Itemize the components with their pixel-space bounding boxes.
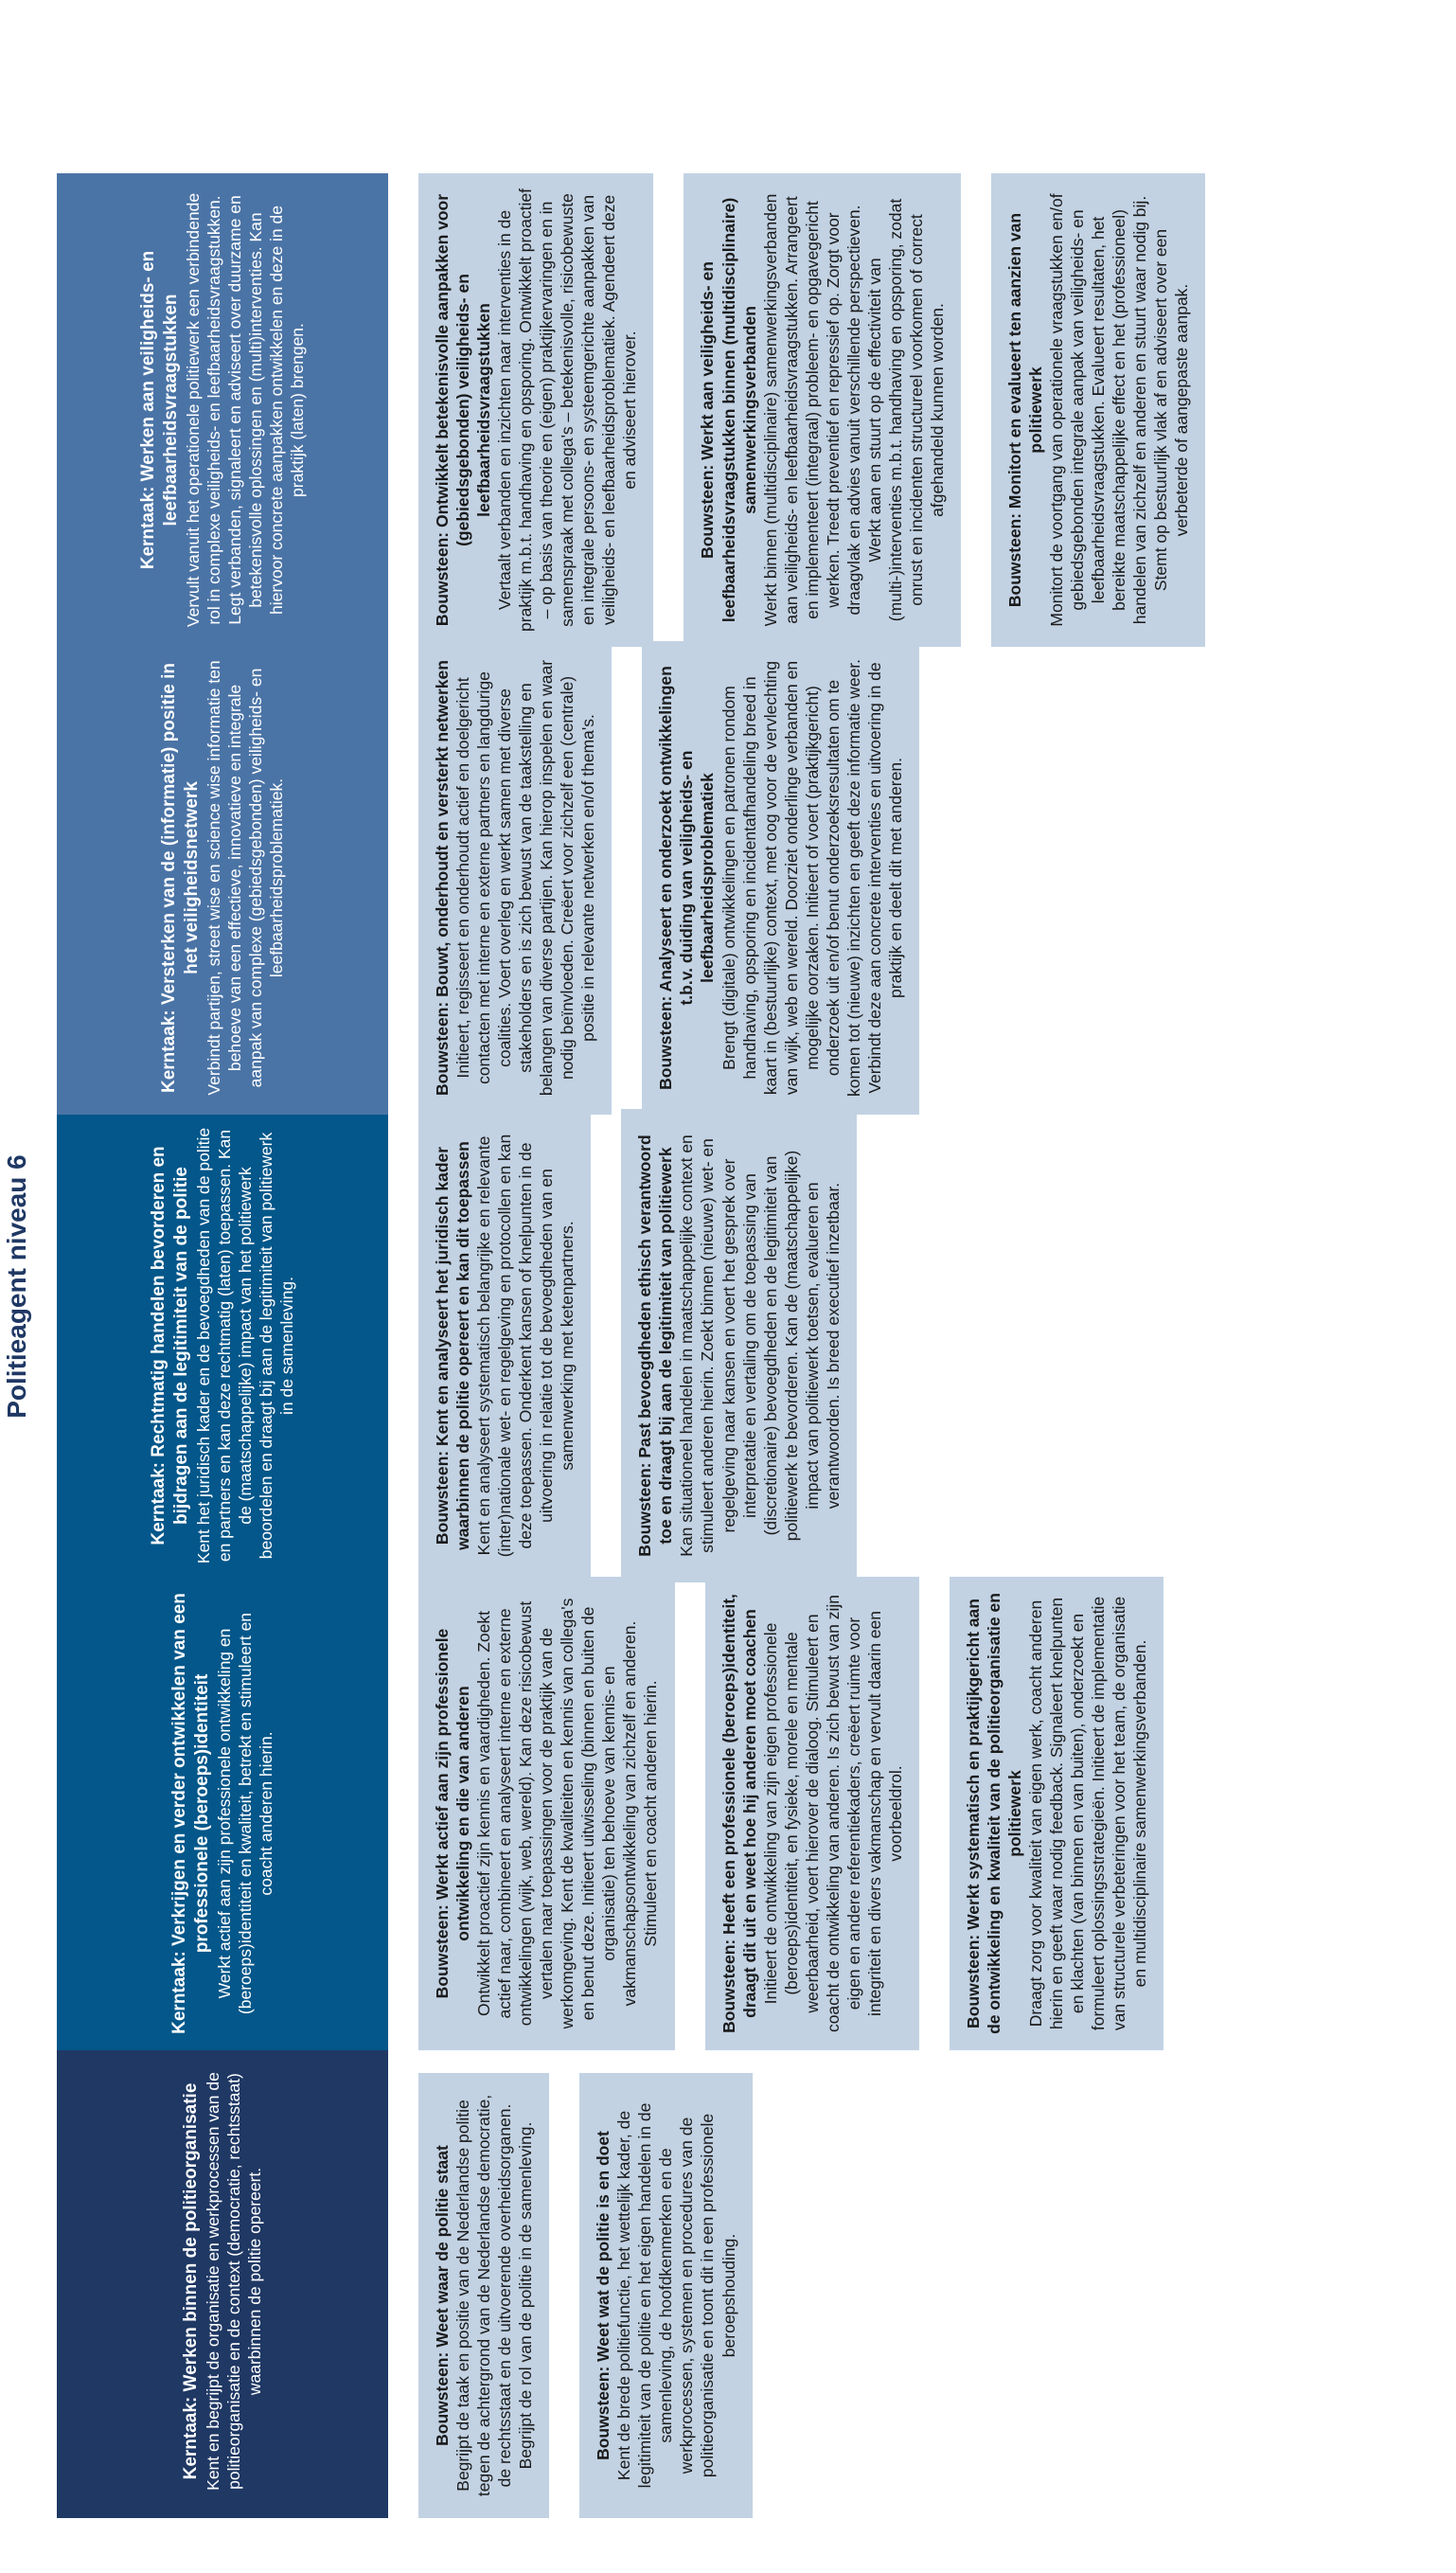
bouwsteen-title: Bouwsteen: Weet wat de politie is en doet: [594, 2131, 613, 2460]
kerntaak-title: Kerntaak: Rechtmatig handelen bevorderen en bijdragen aan de legitimiteit van de politie: [148, 1146, 191, 1546]
bouwsteen-title: Bouwsteen: Past bevoegdheden ethisch verantwoord toe en draagt bij aan de legitimiteit van politiewerk: [635, 1135, 676, 1557]
bouwsteen-box: [418, 2073, 549, 2518]
bouwsteen-text: Kent en analyseert systematisch belangrijke en relevante (inter)nationale wet- en regelgeving en protocollen en kan deze toepassen. Onderkent kansen of knelpunten in de uitvoering in relatie tot de bevoegdheden van en samenwerking met ketenpartners.: [474, 1134, 577, 1558]
bouwsteen-title: Bouwsteen: Weet waar de politie staat: [433, 2145, 452, 2446]
bouwsteen-box: [684, 173, 961, 647]
kerntaak-text: Vervult vanuit het operationele politiewerk een verbindende rol in complexe veiligheids- en leefbaarheidsvraagstukken. Legt verbanden, signaleert en adviseert over duurzame en betekenisvolle oplossingen en (multi)interventies. Kan hiervoor concrete aanpakken ontwikkelen en deze in de praktijk (laten) brengen.: [183, 192, 308, 628]
bouwsteen-text: Initieert, regisseert en onderhoudt actief en doelgericht contacten met interne en externe partners en langdurige coalities. Voert overleg en werkt samen met diverse stakeholders en is zich bewust van de taakstelling en belangen van diverse partijen. Kan hierop inspelen en waar nodig beïnvloeden. Creëert voor zichzelf een (centrale) positie in relevante netwerken en/of thema's.: [453, 659, 598, 1097]
bouwsteen-box: [621, 1109, 856, 1582]
bouwsteen-box: [418, 173, 653, 647]
bouwsteen-title: Bouwsteen: Kent en analyseert het juridisch kader waarbinnen de politie opereert en kan dit toepassen: [433, 1141, 473, 1550]
kerntaak-title: Kerntaak: Werken aan veiligheids- en leefbaarheidsvraagstukken: [137, 250, 181, 570]
bouwsteen-text: Begrijpt de taak en positie van de Nederlandse politie tegen de achtergrond van de Nederlandse democratie, de rechtsstaat en de uitvoerende overheidsorganen. Begrijpt de rol van de politie in de samenleving.: [453, 2094, 536, 2497]
bouwsteen-text: Initieert de ontwikkeling van zijn eigen professionele (beroeps)identiteit, en fysieke, morele en mentale weerbaarheid, voert hierover de dialoog. Stimuleert en coacht de ontwikkeling van anderen. Is zich bewust van zijn eigen en andere referentiekaders, creëert ruimte voor integriteit en divers vakmanschap en vervult daarin een voorbeeldrol.: [760, 1594, 905, 2033]
kerntaak-text: Kent het juridisch kader en de bevoegdheden van de politie en partners en kan deze rechtmatig (laten) toepassen. Kan de (maatschappelijke) impact van het politiewerk beoordelen en draagt bij aan de legitimiteit van politiewerk in de samenleving.: [193, 1127, 296, 1564]
bouwsteen-text: Kan situationeel handelen in maatschappelijke context en stimuleert anderen hierin. Zoekt binnen (nieuwe) wet- en regelgeving naar kansen en voert het gesprek over interpretatie en vertaling om de toepassing van (discretionaire) bevoegdheden en de legitimiteit van politiewerk te bevorderen. Kan de (maatschappelijke) impact van politiewerk toetsen, evalueren en verantwoorden. Is breed executief inzetbaar.: [677, 1135, 843, 1557]
column-identiteit: [57, 1577, 1194, 2050]
bouwsteen-title: Bouwsteen: Bouwt, onderhoudt en versterkt netwerken: [433, 660, 452, 1096]
kerntaak-box: [57, 2045, 388, 2518]
column-veiligheid: [57, 173, 1235, 647]
bouwsteen-title: Bouwsteen: Analyseert en onderzoekt ontwikkelingen t.b.v. duiding van veiligheids- en leefbaarheidsproblematiek: [656, 666, 718, 1090]
bouwsteen-text: Draagt zorg voor kwaliteit van eigen werk, coacht anderen hierin en geeft waar nodig feedback. Signaleert knelpunten en klachten (van binnen en van buiten), onderzoekt en formuleert oplossingsstrategieën. Initieert de implementatie van structurele verbeteringen voor het team, de organisatie en multidisciplinaire samenwerkingsverbanden.: [1026, 1596, 1150, 2031]
kerntaak-text: Verbindt partijen, street wise en science wise informatie ten behoeve van een effectieve, innovatieve en integrale aanpak van complexe (gebiedsgebonden) veiligheids- en leefbaarheidsproblematiek.: [204, 660, 286, 1096]
kerntaak-title: Kerntaak: Versterken van de (informatie) positie in het veiligheidsnetwerk: [158, 662, 202, 1094]
bouwsteen-title: Bouwsteen: Heeft een professionele (beroeps)identiteit, draagt dit uit en weet hoe hij anderen moet coachen: [719, 1594, 759, 2033]
bouwsteen-box: [705, 1577, 919, 2050]
kerntaak-text: Werkt actief aan zijn professionele ontwikkeling en (beroeps)identiteit en kwaliteit, betrekt en stimuleert en coacht anderen hierin.: [214, 1612, 275, 2015]
bouwsteen-title: Bouwsteen: Monitort en evalueert ten aanzien van politiewerk: [1005, 212, 1046, 608]
kerntaak-box: [57, 1577, 388, 2050]
bouwsteen-title: Bouwsteen: Werkt systematisch en praktijkgericht aan de ontwikkeling en kwaliteit van de politieorganisatie en politiewerk: [963, 1593, 1025, 2034]
bouwsteen-box: [418, 1109, 591, 1582]
kerntaak-title: Kerntaak: Verkrijgen en verder ontwikkelen van een professionele (beroeps)identiteit: [169, 1593, 212, 2034]
bouwsteen-text: Ontwikkelt proactief zijn kennis en vaardigheden. Zoekt actief naar, combineert en analyseert interne en externe ontwikkelingen (wijk, web, wereld). Kan deze risicobewust vertalen naar toepassingen voor de praktijk van de werkomgeving. Kent de kwaliteiten en kennis van collega's en benut deze. Initieert uitwisseling (binnen en buiten de organisatie) ten behoeve van kennis- en vakmanschapsontwikkeling van zichzelf en anderen. Stimuleert en coacht anderen hierin.: [474, 1598, 661, 2029]
bouwsteen-box: [991, 173, 1205, 647]
bouwsteen-box: [579, 2073, 752, 2518]
column-organisatie: [57, 2045, 783, 2518]
kerntaak-text: Kent en begrijpt de organisatie en werkprocessen van de politieorganisatie en de context (democratie, rechtsstaat) waarbinnen de politie opereert.: [203, 2072, 264, 2491]
column-rechtmatig: [57, 1109, 887, 1582]
bouwsteen-text: Kent de brede politiefunctie, het wettelijk kader, de legitimiteit van de politie en het eigen handelen in de samenleving, de hoofdkenmerken en de werkprocessen, systemen en procedures van de politieorganisatie en toont dit in een professionele beroepshouding.: [614, 2102, 738, 2489]
kerntaak-title: Kerntaak: Werken binnen de politieorganisatie: [180, 2082, 201, 2480]
bouwsteen-title: Bouwsteen: Ontwikkelt betekenisvolle aanpakken voor (gebiedsgebonden) veiligheids- en leefbaarheidsvraagstukken: [433, 193, 494, 627]
bouwsteen-title: Bouwsteen: Werkt aan veiligheids- en leefbaarheidsvraagstukken binnen (multidisciplinaire) samenwerkingsverbanden: [698, 197, 759, 623]
bouwsteen-text: Werkt binnen (multidisciplinaire) samenwerkingsverbanden aan veiligheids- en leefbaarheidsvraagstukken. Arrangeert en implementeert (integraal) probleem- en opgavegericht werken. Treedt preventief en repressief op. Zorgt voor draagvlak en advies vanuit verschillende perspectieven. Werkt aan en stuurt op de effectiviteit van (multi-)interventies m.b.t. handhaving en opsporing, zodat onrust en incidenten structureel voorkomen of correct afgehandeld kunnen worden.: [760, 193, 947, 627]
bouwsteen-text: Brengt (digitale) ontwikkelingen en patronen rondom handhaving, opsporing en incidentafhandeling breed in kaart in (bestuurlijke) context, met oog voor de vervlechting van wijk, web en wereld. Doorziet onderlinge verbanden en mogelijke oorzaken. Initieert of voert (praktijkgericht) onderzoek uit en/of benut onderzoeksresultaten om te komen tot (nieuwe) inzichten en geeft deze informatie weer. Verbindt deze aan concrete interventies en uitvoering in de praktijk en deelt dit met anderen.: [719, 658, 905, 1098]
kerntaak-box: [57, 173, 388, 647]
bouwsteen-title: Bouwsteen: Werkt actief aan zijn professionele ontwikkeling en die van anderen: [433, 1628, 473, 1999]
page-title: Politieagent niveau 6: [2, 1154, 31, 1419]
bouwsteen-box: [642, 641, 919, 1115]
kerntaak-box: [57, 1109, 388, 1582]
kerntaak-box: [57, 641, 388, 1115]
bouwsteen-box: [418, 641, 612, 1115]
bouwsteen-box: [418, 1577, 675, 2050]
bouwsteen-box: [950, 1577, 1163, 2050]
column-informatiepositie: [57, 641, 950, 1115]
bouwsteen-text: Monitort de voortgang van operationele vraagstukken en/of gebiedsgebonden integrale aanpak van veiligheids- en leefbaarheidsvraagstukken. Evalueert resultaten, het bereikte maatschappelijke effect en het (professioneel) handelen van zichzelf en anderen en stuurt waar nodig bij. Stemt op bestuurlijk vlak af en adviseert over een verbeterde of aangepaste aanpak.: [1047, 193, 1192, 627]
bouwsteen-text: Vertaalt verbanden en inzichten naar interventies in de praktijk m.b.t. handhaving en opsporing. Ontwikkelt proactief – op basis van theorie en (eigen) praktijkervaringen en in samenspraak met collega's – betekenisvolle, risicobewuste en integrale persoons- en systeemgerichte aanpakken van veiligheids- en leefbaarheidsproblematiek. Agendeert deze en adviseert hierover.: [495, 188, 640, 632]
